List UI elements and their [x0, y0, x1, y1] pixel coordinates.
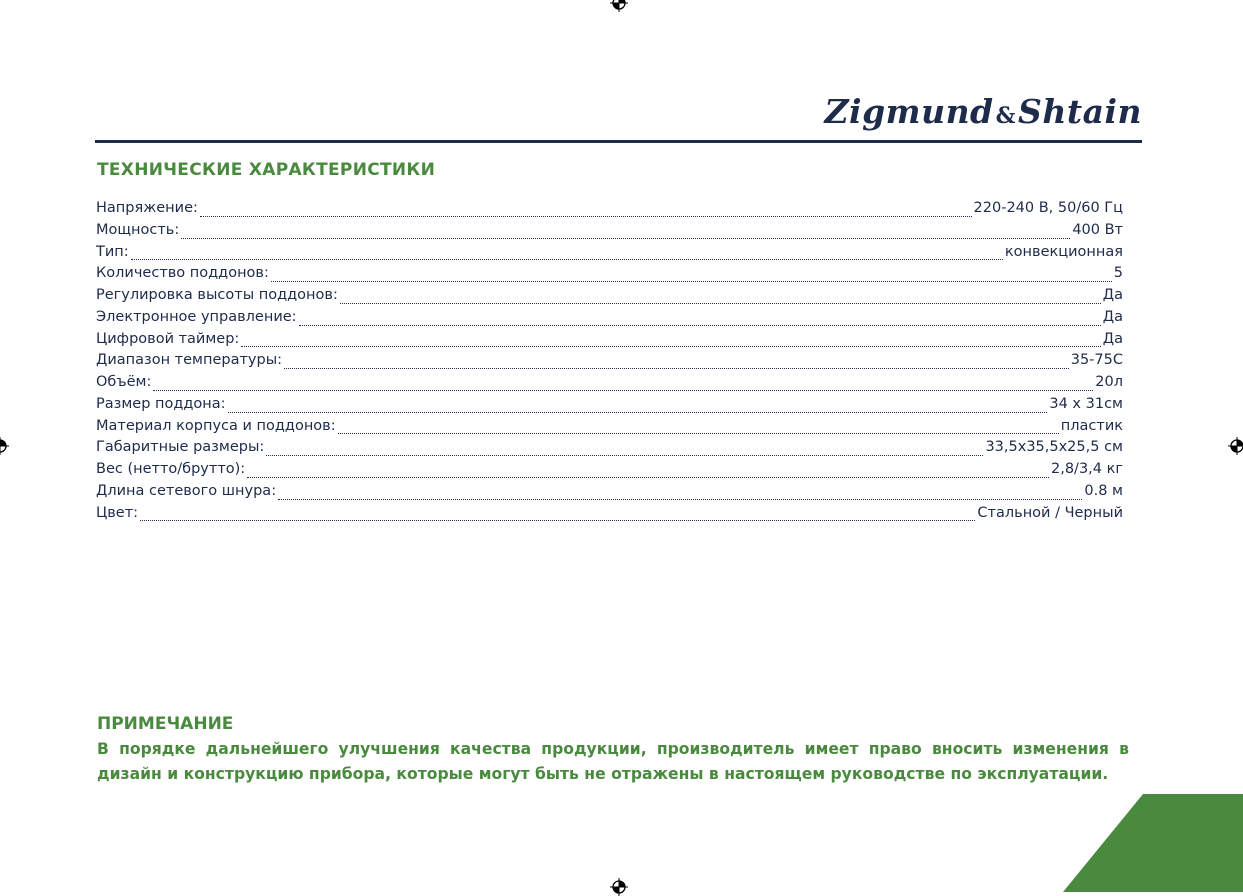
spec-row-voltage	[96, 200, 1123, 222]
spec-value: 2,8/3,4 кг	[1051, 461, 1123, 477]
spec-label: Цвет:	[96, 504, 139, 521]
leader-dots	[299, 325, 1101, 326]
spec-row-timer	[96, 331, 1123, 353]
spec-value: Да	[1102, 308, 1123, 325]
leader-dots	[228, 412, 1048, 413]
leader-dots	[131, 259, 1003, 260]
spec-label: Диапазон температуры:	[96, 352, 283, 369]
spec-label: Размер поддона:	[96, 395, 226, 412]
spec-row-weight	[96, 461, 1123, 483]
spec-value: конвекционная	[1004, 243, 1123, 260]
spec-value: пластик	[1060, 417, 1123, 434]
leader-dots	[271, 281, 1112, 282]
spec-value: Да	[1102, 287, 1123, 303]
leader-dots	[181, 238, 1070, 239]
spec-row-power	[96, 222, 1123, 244]
spec-row-color	[96, 505, 1123, 527]
spec-row-cord-length	[96, 483, 1123, 505]
spec-row-volume	[96, 374, 1123, 396]
spec-label: Электронное управление:	[96, 308, 297, 325]
spec-value: 33,5х35,5х25,5 см	[985, 439, 1123, 456]
spec-row-tray-height	[96, 287, 1123, 309]
leader-dots	[153, 390, 1093, 391]
spec-value: 20л	[1095, 374, 1123, 390]
spec-row-temperature	[96, 352, 1123, 374]
spec-value: 0.8 м	[1084, 482, 1123, 499]
spec-value: 220-240 В, 50/60 Гц	[973, 200, 1123, 216]
spec-label: Количество поддонов:	[96, 265, 269, 282]
leader-dots	[241, 346, 1100, 347]
leader-dots	[140, 520, 975, 521]
spec-row-type	[96, 244, 1123, 266]
specs-section-title: ТЕХНИЧЕСКИЕ ХАРАКТЕРИСТИКИ	[97, 160, 436, 180]
registration-mark-icon	[610, 878, 628, 896]
spec-row-dimensions	[96, 439, 1123, 461]
spec-value: 34 х 31см	[1049, 395, 1123, 412]
corner-decoration	[1063, 794, 1243, 892]
spec-row-tray-size	[96, 396, 1123, 418]
brand-name-left: Zigmund	[824, 92, 994, 131]
spec-label: Напряжение:	[96, 200, 198, 216]
registration-mark-icon	[0, 437, 9, 455]
spec-label: Тип:	[96, 243, 129, 260]
spec-value: 35-75С	[1070, 352, 1123, 369]
note-text: В порядке дальнейшего улучшения качества продукции, производитель имеет право вносить изменения в дизайн и конструкцию прибора, которые могут быть не отражены в настоящем руководстве по эксплуатации.	[97, 740, 1129, 783]
brand-ampersand: &	[995, 103, 1017, 129]
spec-label: Цифровой таймер:	[96, 330, 240, 347]
spec-label: Регулировка высоты поддонов:	[96, 287, 338, 303]
spec-row-electronic-control	[96, 309, 1123, 331]
spec-label: Вес (нетто/брутто):	[96, 461, 246, 477]
leader-dots	[340, 303, 1101, 304]
spec-label: Материал корпуса и поддонов:	[96, 417, 336, 434]
spec-label: Объём:	[96, 374, 152, 390]
leader-dots	[278, 499, 1082, 500]
spec-value: 5	[1113, 265, 1123, 282]
spec-row-tray-count	[96, 265, 1123, 287]
registration-mark-icon	[1228, 437, 1243, 455]
spec-label: Габаритные размеры:	[96, 439, 265, 456]
spec-label: Мощность:	[96, 221, 180, 238]
spec-value: Да	[1102, 330, 1123, 347]
registration-mark-icon	[610, 0, 628, 12]
header-rule	[95, 140, 1142, 143]
leader-dots	[200, 216, 972, 217]
spec-value: 400 Вт	[1072, 221, 1123, 238]
leader-dots	[338, 433, 1059, 434]
spec-row-material	[96, 418, 1123, 440]
leader-dots	[247, 477, 1049, 478]
brand-name-right: Shtain	[1018, 92, 1142, 131]
leader-dots	[284, 368, 1069, 369]
specs-list	[96, 200, 1123, 526]
brand-logo	[824, 92, 1142, 131]
spec-label: Длина сетевого шнура:	[96, 482, 277, 499]
spec-value: Стальной / Черный	[977, 504, 1123, 521]
leader-dots	[266, 455, 983, 456]
note-title: ПРИМЕЧАНИЕ	[97, 714, 234, 734]
